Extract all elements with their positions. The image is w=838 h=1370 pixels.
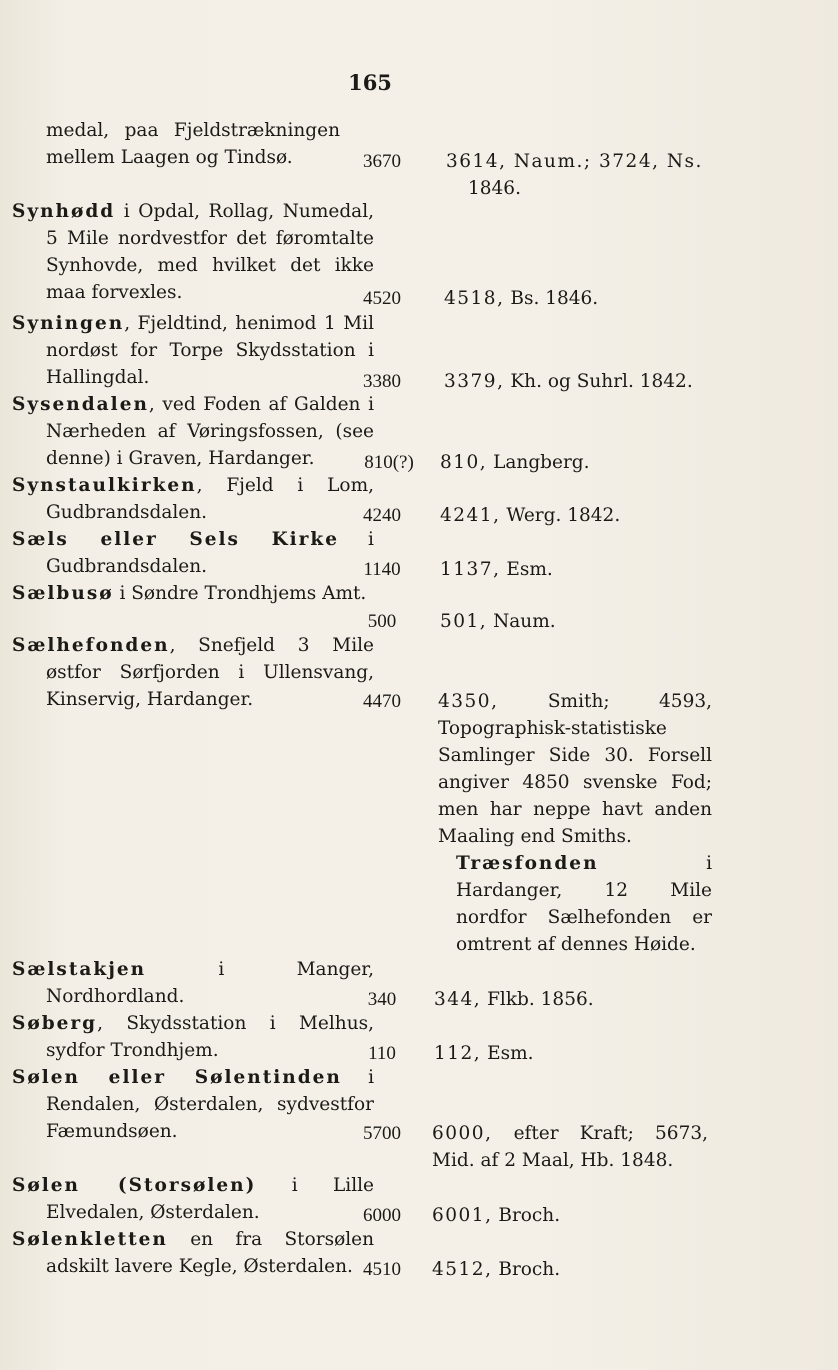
height-reference [432, 1202, 712, 1229]
height-value: 1140 [363, 559, 401, 580]
reference-main: 6001, [432, 1205, 493, 1226]
place-name: Sæls eller Sels Kirke [12, 529, 340, 550]
height-reference [440, 556, 720, 583]
place-name: Sælbusø [12, 583, 114, 604]
reference-main: 6000, [432, 1123, 493, 1144]
height-reference [444, 368, 724, 395]
place-description [12, 956, 374, 1010]
place-name: Synhødd [12, 201, 116, 222]
height-reference [444, 285, 724, 312]
place-description-text: i Rendalen, Østerdalen, sydvestfor Fæmundsøen. [46, 1067, 374, 1142]
place-description [12, 472, 374, 526]
height-reference [432, 1256, 712, 1283]
place-description-text: , Fjeldtind, henimod 1 Mil nordøst for Torpe Skydsstation i Hallingdal. [46, 313, 374, 388]
place-description [12, 526, 374, 580]
reference-rest: Werg. 1842. [500, 505, 621, 526]
place-name: Sysendalen [12, 394, 149, 415]
reference-main: 112, [434, 1043, 482, 1064]
place-description-text: i Søndre Trondhjems Amt. [113, 583, 367, 604]
place-name: Søberg [12, 1013, 98, 1034]
reference-rest: Flkb. 1856. [481, 989, 594, 1010]
reference-main: 4241, [440, 505, 501, 526]
height-reference [440, 608, 720, 635]
reference-rest: Smith; 4593, Topographisk-statistiske Samlinger Side 30. Forsell angiver 4850 svenske Fod; men har neppe havt anden Maaling end Smiths. [438, 691, 712, 847]
place-description-text: medal, paa Fjeldstrækningen mellem Laagen og Tindsø. [46, 120, 340, 168]
reference-rest: Bs. 1846. [504, 288, 599, 309]
reference-rest: Broch. [492, 1259, 561, 1280]
note-place-name: Træsfonden [456, 853, 599, 874]
reference-rest: efter Kraft; 5673, Mid. af 2 Maal, Hb. 1848. [432, 1123, 708, 1171]
place-description-text: i Gudbrandsdalen. [46, 529, 374, 577]
place-name: Synstaulkirken [12, 475, 197, 496]
place-description-text: en fra Storsølen adskilt lavere Kegle, Østerdalen. [46, 1229, 374, 1277]
place-name: Sølen (Storsølen) [12, 1175, 257, 1196]
height-value: 4470 [363, 691, 401, 712]
place-description-text: i Manger, Nordhordland. [46, 959, 374, 1007]
height-reference [438, 688, 712, 850]
height-reference [434, 1040, 714, 1067]
place-description-text: , Skydsstation i Melhus, sydfor Trondhjem. [46, 1013, 374, 1061]
height-reference [440, 449, 720, 476]
reference-main: 3379, [444, 371, 505, 392]
place-description [12, 391, 374, 472]
page-number: 165 [348, 70, 392, 95]
reference-rest: Esm. [500, 559, 553, 580]
place-description [12, 198, 374, 306]
height-value: 4520 [363, 288, 401, 309]
place-description-text: , Snefjeld 3 Mile østfor Sørfjorden i Ullensvang, Kinservig, Hardanger. [46, 635, 374, 710]
place-description [12, 1226, 374, 1280]
height-reference [432, 1120, 708, 1174]
height-value: 4510 [363, 1259, 401, 1280]
place-description-text: , ved Foden af Galden i Nærheden af Vøringsfossen, (see denne) i Graven, Hardanger. [46, 394, 374, 469]
place-description [12, 1172, 374, 1226]
reference-rest: Broch. [492, 1205, 561, 1226]
place-description [12, 580, 374, 607]
reference-main: 810, [440, 452, 488, 473]
place-name: Sælhefonden [12, 635, 170, 656]
height-value: 3380 [363, 371, 401, 392]
reference-main: 4518, [444, 288, 505, 309]
place-name: Sølenkletten [12, 1229, 168, 1250]
height-reference [434, 986, 714, 1013]
place-description [12, 1010, 374, 1064]
place-name: Sølen eller Sølentinden [12, 1067, 342, 1088]
height-value: 6000 [363, 1205, 401, 1226]
height-reference [440, 502, 720, 529]
reference-main: 344, [434, 989, 482, 1010]
height-reference [446, 148, 714, 202]
reference-rest: Langberg. [487, 452, 590, 473]
reference-main: 4512, [432, 1259, 493, 1280]
place-description [12, 632, 374, 713]
place-description-text: , Fjeld i Lom, Gudbrandsdalen. [46, 475, 374, 523]
reference-main: 1137, [440, 559, 501, 580]
height-value: 110 [368, 1043, 396, 1064]
height-value: 500 [367, 611, 397, 632]
reference-main: 501, [440, 611, 488, 632]
reference-main: 3614, Naum.; 3724, Ns. [446, 151, 703, 172]
height-value: 810(?) [364, 452, 414, 473]
place-name: Syningen [12, 313, 125, 334]
height-value: 340 [367, 989, 397, 1010]
place-description [12, 310, 374, 391]
reference-rest: 1846. [468, 178, 521, 199]
place-description [12, 117, 340, 171]
place-description-text: i Opdal, Rollag, Numedal, 5 Mile nordvestfor det føromtalte Synhovde, med hvilket det ikke maa forvexles. [46, 201, 374, 303]
place-name: Sælstakjen [12, 959, 147, 980]
place-description-text: i Lille Elvedalen, Østerdalen. [46, 1175, 374, 1223]
place-description [12, 1064, 374, 1145]
reference-rest: Esm. [481, 1043, 534, 1064]
height-value: 4240 [363, 505, 401, 526]
reference-main: 4350, [438, 691, 499, 712]
reference-rest: Kh. og Suhrl. 1842. [504, 371, 693, 392]
reference-rest: Naum. [487, 611, 556, 632]
comparison-note [456, 850, 712, 958]
height-value: 5700 [363, 1123, 401, 1144]
note-text: i Hardanger, 12 Mile nordfor Sælhefonden er omtrent af dennes Høide. [456, 853, 712, 955]
height-value: 3670 [363, 151, 401, 172]
